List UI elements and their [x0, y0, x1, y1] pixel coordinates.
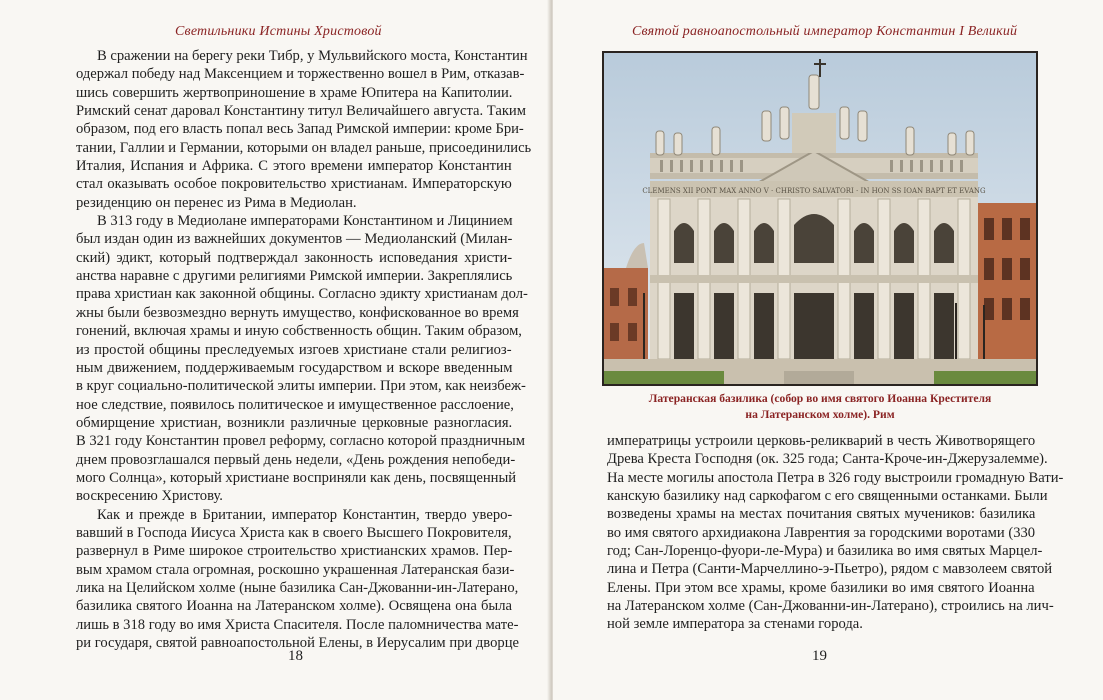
basilica-photo — [602, 51, 1038, 386]
text-line: воскресению Христову. — [76, 488, 223, 505]
text-line: В 321 году Константин провел реформу, согласно которой праздничным — [76, 433, 525, 450]
text-line: Как и прежде в Британии, император Константин, твердо уверо- — [97, 506, 513, 523]
facade-inscription: CLEMENS XII PONT MAX ANNO V · CHRISTO SALVATORI · IN HON SS IOAN BAPT ET EVANG — [642, 187, 986, 195]
text-line: ри государя, святой равноапостольной Елены, в Иерусалим при дворце — [76, 635, 519, 651]
text-line: Италия, Испания и Африка. С этого времени император Константин — [76, 158, 512, 175]
text-line: во имя святого архидиакона Лаврентия за городскими воротами (330 — [607, 524, 1036, 541]
text-line: на Латеранском холме (Сан-Джованни-ин-Латерано), строились на лич- — [607, 598, 1054, 615]
lateran-basilica-image — [604, 53, 1036, 384]
text-line: образом, под его власть попал весь Запад Римской империи: кроме Бри- — [76, 121, 524, 138]
text-line: Древа Креста Господня (ок. 325 года; Санта-Кроче-ин-Джерузалемме). — [607, 451, 1048, 468]
right-page — [553, 0, 1103, 700]
right-running-head: Святой равноапостольный император Константин I Великий — [632, 24, 1018, 39]
text-line: тании, Галлии и Германии, которыми он владел раньше, присоединились — [76, 139, 532, 156]
text-line: вавший в Господа Иисуса Христа как в своего Высшего Покровителя, — [76, 524, 512, 541]
text-line: Елены. При этом все храмы, кроме базилики во имя святого Иоанна — [607, 579, 1035, 596]
text-line: Римский сенат даровал Константину титул Величайшего августа. Таким — [76, 103, 526, 120]
text-line: год; Сан-Лоренцо-фуори-ле-Мура) и базилика во имя святых Марцел- — [607, 543, 1043, 560]
text-line: императрицы устроили церковь-реликварий в честь Животворящего — [607, 433, 1036, 449]
text-line: лина и Петра (Санти-Марчеллино-э-Пьетро), рядом с мавзолеем святой — [607, 561, 1053, 578]
text-line: На месте могилы апостола Петра в 326 году выстроили громадную Вати- — [607, 469, 1064, 486]
text-line: лишь в 318 году во имя Христа Спасителя. После паломничества мате- — [76, 616, 519, 633]
text-line: в круг социально-политической элиты империи. При этом, как неизбеж- — [76, 378, 526, 395]
text-line: стал оказывать особое покровительство христианам. Императорскую — [76, 176, 512, 193]
left-page — [0, 0, 549, 700]
text-line: развернул в Риме широкое строительство христианских храмов. Пер- — [76, 543, 513, 560]
text-line: В сражении на берегу реки Тибр, у Мульвийского моста, Константин — [97, 48, 528, 64]
right-body-text — [607, 432, 1064, 634]
text-line: мого Солнца», который христиане восприняли как день, посвященный — [76, 469, 517, 486]
text-line: В 313 году в Медиолане императорами Константином и Лицинием — [97, 213, 513, 230]
text-line: возведены храмы на местах почитания святых мучеников: базилика — [607, 506, 1036, 523]
text-line: ное следствие, появилось политическое и имущественное расслоение, — [76, 396, 514, 413]
text-line: базилика святого Иоанна на Латеранском холме). Освящена она была — [76, 598, 512, 615]
text-line: жны были безвозмездно вернуть имущество, конфискованное во время — [76, 304, 519, 321]
left-page-number: 18 — [288, 648, 303, 664]
left-body-text — [76, 47, 532, 652]
photo-caption-line: на Латеранском холме). Рим — [745, 408, 895, 421]
text-line: канскую базилику над саркофагом с его священными останками. Были — [607, 488, 1048, 505]
text-line: лика на Целийском холме (ныне базилика Сан-Джованни-ин-Латерано, — [76, 579, 519, 596]
text-line: анства наравне с другими религиями Римской империи. Закреплялись — [76, 268, 513, 285]
text-line: днем провозглашался первый день недели, «День рождения непобеди- — [76, 451, 516, 468]
photo-caption — [593, 391, 1047, 423]
text-line: права христиан как законной общины. Согласно эдикту христианам дол- — [76, 286, 528, 303]
text-line: шись совершить жертвоприношение в храме Юпитера на Капитолии. — [76, 84, 513, 101]
text-line: ным движением, поддерживаемым государством и вскоре введенным — [76, 359, 513, 376]
text-line: ский) эдикт, который подтверждал законность исповедания христи- — [76, 249, 513, 266]
text-line: гонений, включая храмы и иную собственность общин. Таким образом, — [76, 323, 522, 340]
text-line: обмирщение христиан, возникли различные церковные разногласия. — [76, 414, 513, 431]
text-line: был издан один из важнейших документов — Медиоланский (Милан- — [76, 231, 513, 248]
text-line: вым храмом стала огромная, роскошно украшенная Латеранская бази- — [76, 561, 515, 578]
photo-caption-line: Латеранская базилика (собор во имя святого Иоанна Крестителя — [648, 392, 992, 405]
text-line: резиденцию он перенес из Рима в Медиолан. — [76, 194, 357, 211]
text-line: одержал победу над Максенцием и торжественно вошел в Рим, отказав- — [76, 66, 525, 83]
right-page-number: 19 — [812, 648, 827, 664]
text-line: ной земле императора за стенами города. — [607, 616, 863, 633]
text-line: из простой общины преследуемых изгоев христиане стали религиоз- — [76, 341, 512, 358]
left-running-head: Светильники Истины Христовой — [175, 24, 382, 39]
